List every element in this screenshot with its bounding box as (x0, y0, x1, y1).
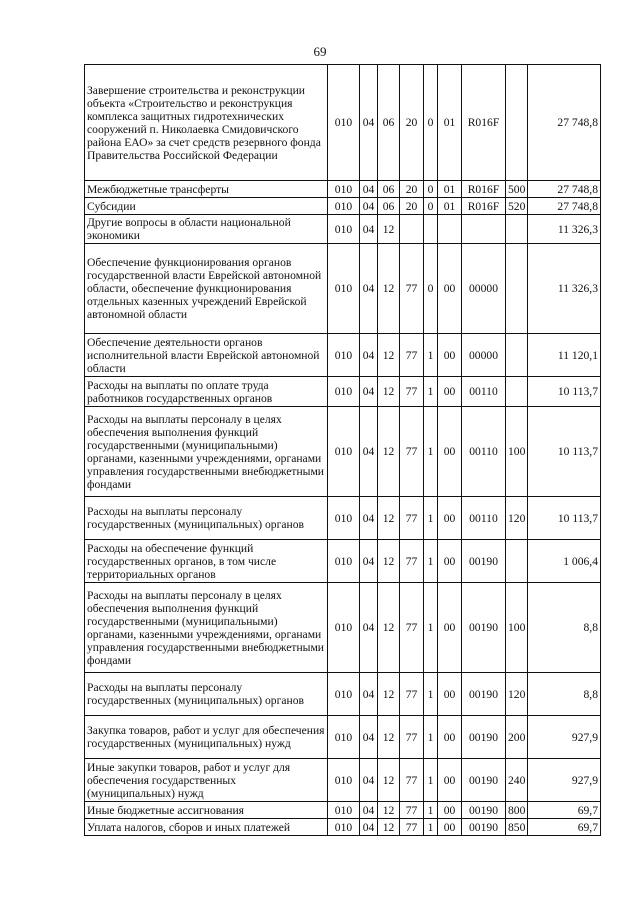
subprogram-code: 0 (424, 181, 438, 198)
amount: 11 326,3 (528, 244, 601, 334)
row-name: Расходы на выплаты персоналу государственных (муниципальных) органов (85, 497, 328, 540)
main-event-code: 00 (438, 540, 462, 583)
subsection-code: 12 (378, 716, 400, 759)
amount: 69,7 (528, 802, 601, 819)
section-code: 04 (360, 198, 378, 215)
subsection-code: 12 (378, 407, 400, 497)
expense-type-code (506, 334, 528, 377)
section-code: 04 (360, 497, 378, 540)
table-row (85, 540, 601, 583)
subprogram-code: 0 (424, 198, 438, 215)
program-code: 20 (400, 65, 424, 181)
subprogram-code: 0 (424, 244, 438, 334)
direction-code: 00190 (462, 716, 506, 759)
ministry-code: 010 (328, 334, 360, 377)
section-code: 04 (360, 377, 378, 407)
main-event-code: 00 (438, 819, 462, 836)
program-code (400, 215, 424, 244)
expense-type-code (506, 215, 528, 244)
ministry-code: 010 (328, 497, 360, 540)
subsection-code: 12 (378, 244, 400, 334)
subprogram-code: 1 (424, 673, 438, 716)
table-row (85, 759, 601, 802)
direction-code: R016F (462, 181, 506, 198)
subsection-code: 12 (378, 759, 400, 802)
ministry-code: 010 (328, 540, 360, 583)
table-row (85, 198, 601, 215)
direction-code: 00190 (462, 540, 506, 583)
subprogram-code: 1 (424, 377, 438, 407)
section-code: 04 (360, 407, 378, 497)
table-row (85, 215, 601, 244)
amount: 8,8 (528, 673, 601, 716)
program-code: 77 (400, 716, 424, 759)
row-name: Расходы на выплаты персоналу государственных (муниципальных) органов (85, 673, 328, 716)
main-event-code: 00 (438, 802, 462, 819)
section-code: 04 (360, 802, 378, 819)
expense-type-code: 520 (506, 198, 528, 215)
table-row (85, 244, 601, 334)
section-code: 04 (360, 673, 378, 716)
main-event-code: 00 (438, 497, 462, 540)
section-code: 04 (360, 181, 378, 198)
section-code: 04 (360, 819, 378, 836)
amount: 927,9 (528, 759, 601, 802)
subsection-code: 12 (378, 802, 400, 819)
expense-type-code: 850 (506, 819, 528, 836)
direction-code: 00190 (462, 673, 506, 716)
ministry-code: 010 (328, 673, 360, 716)
program-code: 77 (400, 802, 424, 819)
program-code: 77 (400, 819, 424, 836)
row-name: Субсидии (85, 198, 328, 215)
subprogram-code: 1 (424, 334, 438, 377)
main-event-code: 01 (438, 65, 462, 181)
expense-type-code: 120 (506, 673, 528, 716)
section-code: 04 (360, 334, 378, 377)
amount: 69,7 (528, 819, 601, 836)
expense-type-code: 800 (506, 802, 528, 819)
program-code: 20 (400, 181, 424, 198)
row-name: Уплата налогов, сборов и иных платежей (85, 819, 328, 836)
subprogram-code: 0 (424, 65, 438, 181)
expense-type-code: 100 (506, 583, 528, 673)
expense-type-code (506, 377, 528, 407)
expense-type-code (506, 540, 528, 583)
ministry-code: 010 (328, 583, 360, 673)
direction-code: 00190 (462, 759, 506, 802)
row-name: Расходы на выплаты по оплате труда работников государственных органов (85, 377, 328, 407)
program-code: 77 (400, 377, 424, 407)
amount: 10 113,7 (528, 497, 601, 540)
direction-code: R016F (462, 198, 506, 215)
main-event-code: 00 (438, 334, 462, 377)
program-code: 77 (400, 583, 424, 673)
table-row (85, 65, 601, 181)
main-event-code: 00 (438, 716, 462, 759)
main-event-code: 01 (438, 198, 462, 215)
subprogram-code: 1 (424, 540, 438, 583)
section-code: 04 (360, 215, 378, 244)
budget-table (84, 64, 601, 836)
table-row (85, 334, 601, 377)
row-name: Межбюджетные трансферты (85, 181, 328, 198)
amount: 10 113,7 (528, 377, 601, 407)
program-code: 77 (400, 759, 424, 802)
main-event-code: 00 (438, 583, 462, 673)
expense-type-code: 120 (506, 497, 528, 540)
section-code: 04 (360, 540, 378, 583)
subprogram-code: 1 (424, 407, 438, 497)
program-code: 77 (400, 334, 424, 377)
main-event-code: 00 (438, 759, 462, 802)
amount: 927,9 (528, 716, 601, 759)
subsection-code: 12 (378, 819, 400, 836)
subprogram-code: 1 (424, 819, 438, 836)
direction-code: 00190 (462, 819, 506, 836)
table-row (85, 377, 601, 407)
expense-type-code: 200 (506, 716, 528, 759)
section-code: 04 (360, 583, 378, 673)
ministry-code: 010 (328, 244, 360, 334)
main-event-code: 00 (438, 673, 462, 716)
direction-code: R016F (462, 65, 506, 181)
main-event-code: 01 (438, 181, 462, 198)
amount: 27 748,8 (528, 181, 601, 198)
subsection-code: 12 (378, 334, 400, 377)
subsection-code: 06 (378, 65, 400, 181)
section-code: 04 (360, 759, 378, 802)
expense-type-code: 100 (506, 407, 528, 497)
direction-code: 00000 (462, 334, 506, 377)
direction-code: 00190 (462, 583, 506, 673)
subprogram-code: 1 (424, 497, 438, 540)
program-code: 77 (400, 673, 424, 716)
table-body (85, 65, 601, 836)
amount: 8,8 (528, 583, 601, 673)
direction-code: 00000 (462, 244, 506, 334)
row-name: Закупка товаров, работ и услуг для обеспечения государственных (муниципальных) нужд (85, 716, 328, 759)
ministry-code: 010 (328, 759, 360, 802)
amount: 11 120,1 (528, 334, 601, 377)
direction-code: 00110 (462, 497, 506, 540)
ministry-code: 010 (328, 802, 360, 819)
main-event-code: 00 (438, 244, 462, 334)
subsection-code: 12 (378, 497, 400, 540)
row-name: Расходы на выплаты персоналу в целях обеспечения выполнения функций государственными (муниципальными) органами, казенными учреждениями, органами управления государственными внебюджетными фондами (85, 583, 328, 673)
table-row (85, 802, 601, 819)
amount: 27 748,8 (528, 198, 601, 215)
amount: 1 006,4 (528, 540, 601, 583)
subprogram-code: 1 (424, 802, 438, 819)
row-name: Иные закупки товаров, работ и услуг для обеспечения государственных (муниципальных) нужд (85, 759, 328, 802)
row-name: Завершение строительства и реконструкции объекта «Строительство и реконструкция комплекса защитных гидротехнических сооружений п. Николаевка Смидовичского района ЕАО» за счет средств резервного фонда Правительства Российской Федерации (85, 65, 328, 181)
section-code: 04 (360, 244, 378, 334)
ministry-code: 010 (328, 65, 360, 181)
ministry-code: 010 (328, 215, 360, 244)
table-row (85, 673, 601, 716)
ministry-code: 010 (328, 377, 360, 407)
amount: 27 748,8 (528, 65, 601, 181)
table-row (85, 407, 601, 497)
row-name: Расходы на выплаты персоналу в целях обеспечения выполнения функций государственными (муниципальными) органами, казенными учреждениями, органами управления государственными внебюджетными фондами (85, 407, 328, 497)
program-code: 77 (400, 497, 424, 540)
direction-code: 00110 (462, 377, 506, 407)
subsection-code: 12 (378, 583, 400, 673)
ministry-code: 010 (328, 407, 360, 497)
main-event-code (438, 215, 462, 244)
table-row (85, 497, 601, 540)
section-code: 04 (360, 65, 378, 181)
expense-type-code (506, 244, 528, 334)
subsection-code: 12 (378, 377, 400, 407)
main-event-code: 00 (438, 407, 462, 497)
amount: 10 113,7 (528, 407, 601, 497)
subsection-code: 12 (378, 540, 400, 583)
ministry-code: 010 (328, 819, 360, 836)
section-code: 04 (360, 716, 378, 759)
subsection-code: 06 (378, 198, 400, 215)
expense-type-code: 500 (506, 181, 528, 198)
table-row (85, 583, 601, 673)
subprogram-code: 1 (424, 759, 438, 802)
ministry-code: 010 (328, 181, 360, 198)
program-code: 77 (400, 244, 424, 334)
row-name: Другие вопросы в области национальной экономики (85, 215, 328, 244)
row-name: Обеспечение функционирования органов государственной власти Еврейской автономной области, обеспечение функционирования отдельных казенных учреждений Еврейской автономной области (85, 244, 328, 334)
table-row (85, 181, 601, 198)
ministry-code: 010 (328, 198, 360, 215)
subsection-code: 12 (378, 673, 400, 716)
table-row (85, 819, 601, 836)
direction-code: 00110 (462, 407, 506, 497)
amount: 11 326,3 (528, 215, 601, 244)
row-name: Расходы на обеспечение функций государственных органов, в том числе территориальных органов (85, 540, 328, 583)
expense-type-code: 240 (506, 759, 528, 802)
program-code: 20 (400, 198, 424, 215)
program-code: 77 (400, 407, 424, 497)
ministry-code: 010 (328, 716, 360, 759)
subprogram-code: 1 (424, 716, 438, 759)
expense-type-code (506, 65, 528, 181)
row-name: Иные бюджетные ассигнования (85, 802, 328, 819)
main-event-code: 00 (438, 377, 462, 407)
subsection-code: 12 (378, 215, 400, 244)
table-row (85, 716, 601, 759)
direction-code (462, 215, 506, 244)
page-number: 69 (313, 44, 327, 59)
direction-code: 00190 (462, 802, 506, 819)
row-name: Обеспечение деятельности органов исполнительной власти Еврейской автономной области (85, 334, 328, 377)
subprogram-code: 1 (424, 583, 438, 673)
subprogram-code (424, 215, 438, 244)
subsection-code: 06 (378, 181, 400, 198)
program-code: 77 (400, 540, 424, 583)
